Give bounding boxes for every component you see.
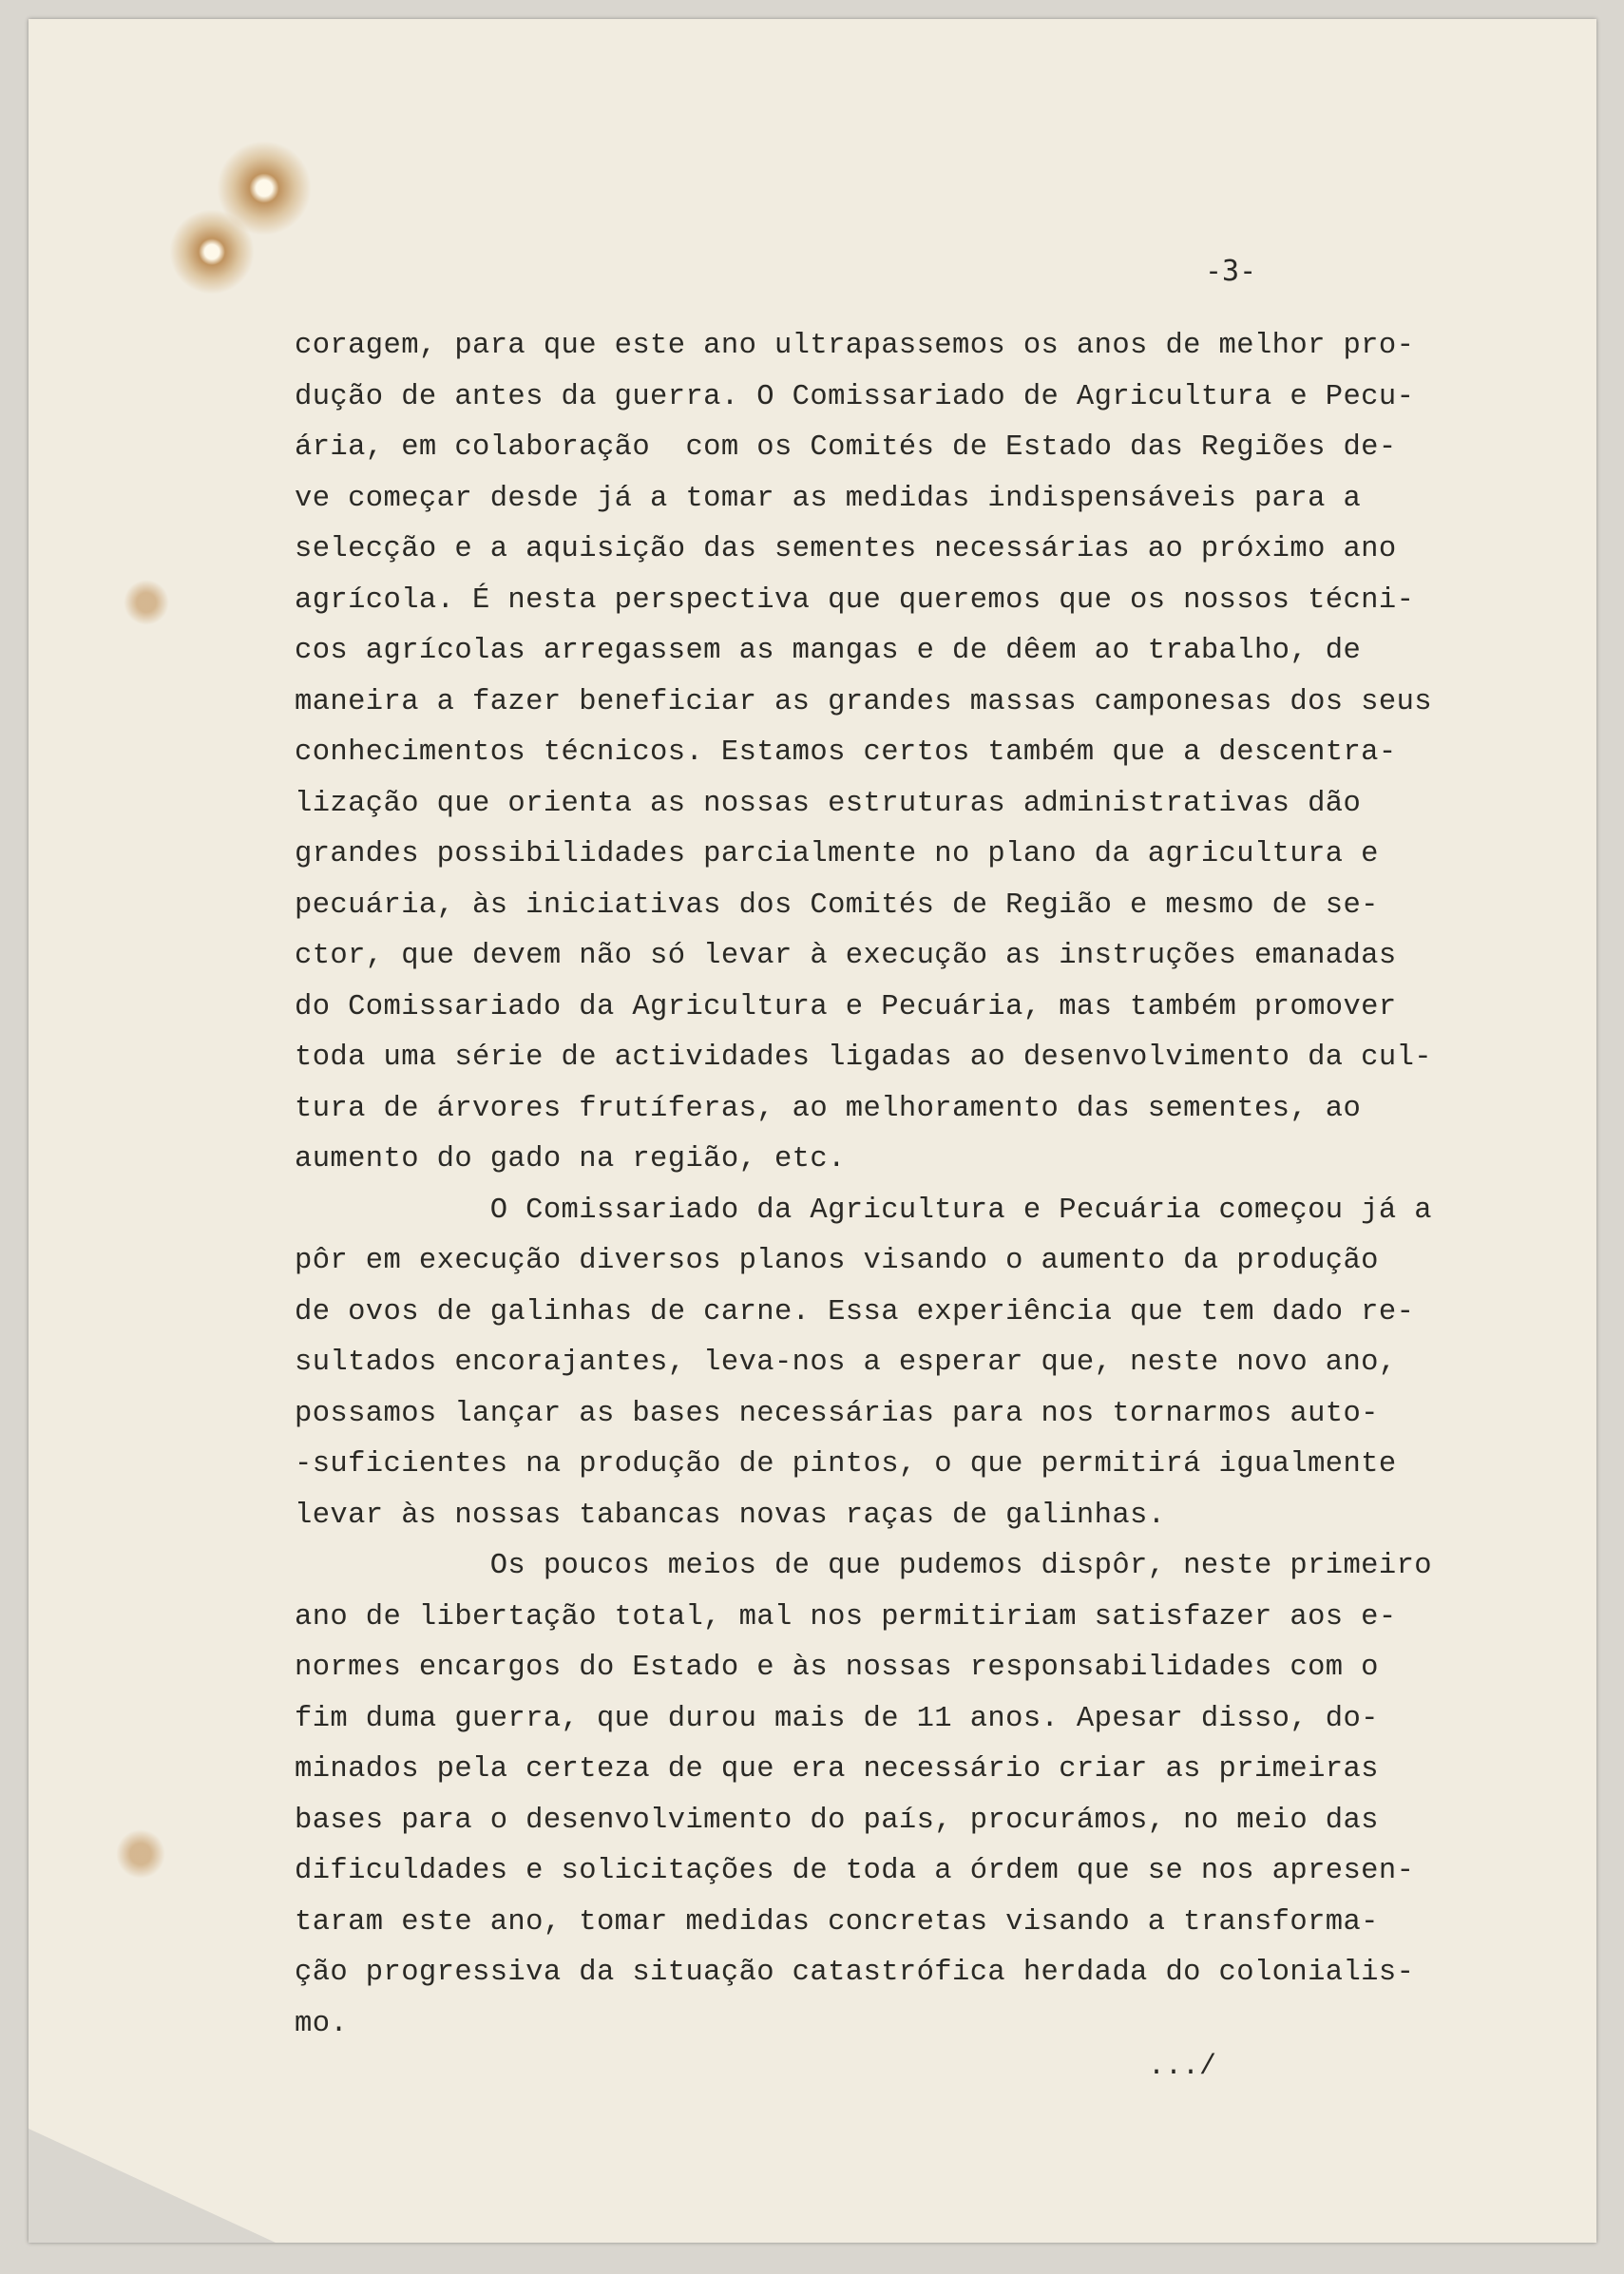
stain-spot xyxy=(124,580,169,625)
text-line: O Comissariado da Agricultura e Pecuária começou já a xyxy=(295,1194,1432,1227)
text-line: sultados encorajantes, leva-nos a esperar que, neste novo ano, xyxy=(295,1347,1397,1379)
text-line: maneira a fazer beneficiar as grandes massas camponesas dos seus xyxy=(295,685,1432,718)
text-line: -suficientes na produção de pintos, o que permitirá igualmente xyxy=(295,1448,1397,1481)
text-line: possamos lançar as bases necessárias para nos tornarmos auto- xyxy=(295,1397,1379,1430)
text-line: aumento do gado na região, etc. xyxy=(295,1143,846,1175)
text-line: normes encargos do Estado e às nossas responsabilidades com o xyxy=(295,1652,1379,1684)
stain-spot xyxy=(116,1829,165,1879)
text-line: grandes possibilidades parcialmente no plano da agricultura e xyxy=(295,838,1379,870)
text-line: de ovos de galinhas de carne. Essa experiência que tem dado re- xyxy=(295,1295,1415,1328)
page-number: -3- xyxy=(1205,255,1257,288)
text-line: ano de libertação total, mal nos permitiriam satisfazer aos e- xyxy=(295,1600,1397,1634)
rust-stain xyxy=(169,209,255,295)
document-page xyxy=(29,19,1596,2243)
text-line: selecção e a aquisição das sementes necessárias ao próximo ano xyxy=(295,533,1397,565)
text-line: ctor, que devem não só levar à execução as instruções emanadas xyxy=(295,940,1397,972)
text-line: lização que orienta as nossas estruturas administrativas dão xyxy=(295,787,1362,820)
folded-corner xyxy=(29,2129,276,2243)
body-text xyxy=(295,321,1530,2050)
text-line: agrícola. É nesta perspectiva que queremos que os nossos técni- xyxy=(295,583,1415,617)
text-line: bases para o desenvolvimento do país, procurámos, no meio das xyxy=(295,1804,1379,1837)
text-line: fim duma guerra, que durou mais de 11 anos. Apesar disso, do- xyxy=(295,1702,1379,1735)
text-line: Os poucos meios de que pudemos dispôr, neste primeiro xyxy=(295,1550,1432,1582)
text-line: ária, em colaboração com os Comités de Estado das Regiões de- xyxy=(295,431,1397,464)
text-line: pôr em execução diversos planos visando o aumento da produção xyxy=(295,1245,1379,1277)
text-line: taram este ano, tomar medidas concretas visando a transforma- xyxy=(295,1905,1379,1939)
text-line: levar às nossas tabancas novas raças de galinhas. xyxy=(295,1499,1166,1532)
text-line: pecuária, às iniciativas dos Comités de Região e mesmo de se- xyxy=(295,889,1379,922)
continuation-mark: .../ xyxy=(1148,2051,1217,2083)
text-line: minados pela certeza de que era necessário criar as primeiras xyxy=(295,1753,1379,1786)
text-line: mo. xyxy=(295,2007,349,2040)
text-line: cos agrícolas arregassem as mangas e de dêem ao trabalho, de xyxy=(295,635,1362,667)
text-line: conhecimentos técnicos. Estamos certos também que a descentra- xyxy=(295,736,1397,769)
text-line: tura de árvores frutíferas, ao melhoramento das sementes, ao xyxy=(295,1092,1362,1125)
text-line: do Comissariado da Agricultura e Pecuária, mas também promover xyxy=(295,990,1397,1023)
text-line: ve começar desde já a tomar as medidas indispensáveis para a xyxy=(295,482,1362,515)
text-line: ção progressiva da situação catastrófica herdada do colonialis- xyxy=(295,1957,1415,1989)
text-line: dução de antes da guerra. O Comissariado de Agricultura e Pecu- xyxy=(295,380,1415,413)
text-line: coragem, para que este ano ultrapassemos os anos de melhor pro- xyxy=(295,330,1415,362)
text-line: toda uma série de actividades ligadas ao desenvolvimento da cul- xyxy=(295,1041,1432,1074)
text-line: dificuldades e solicitações de toda a órdem que se nos apresen- xyxy=(295,1855,1415,1887)
